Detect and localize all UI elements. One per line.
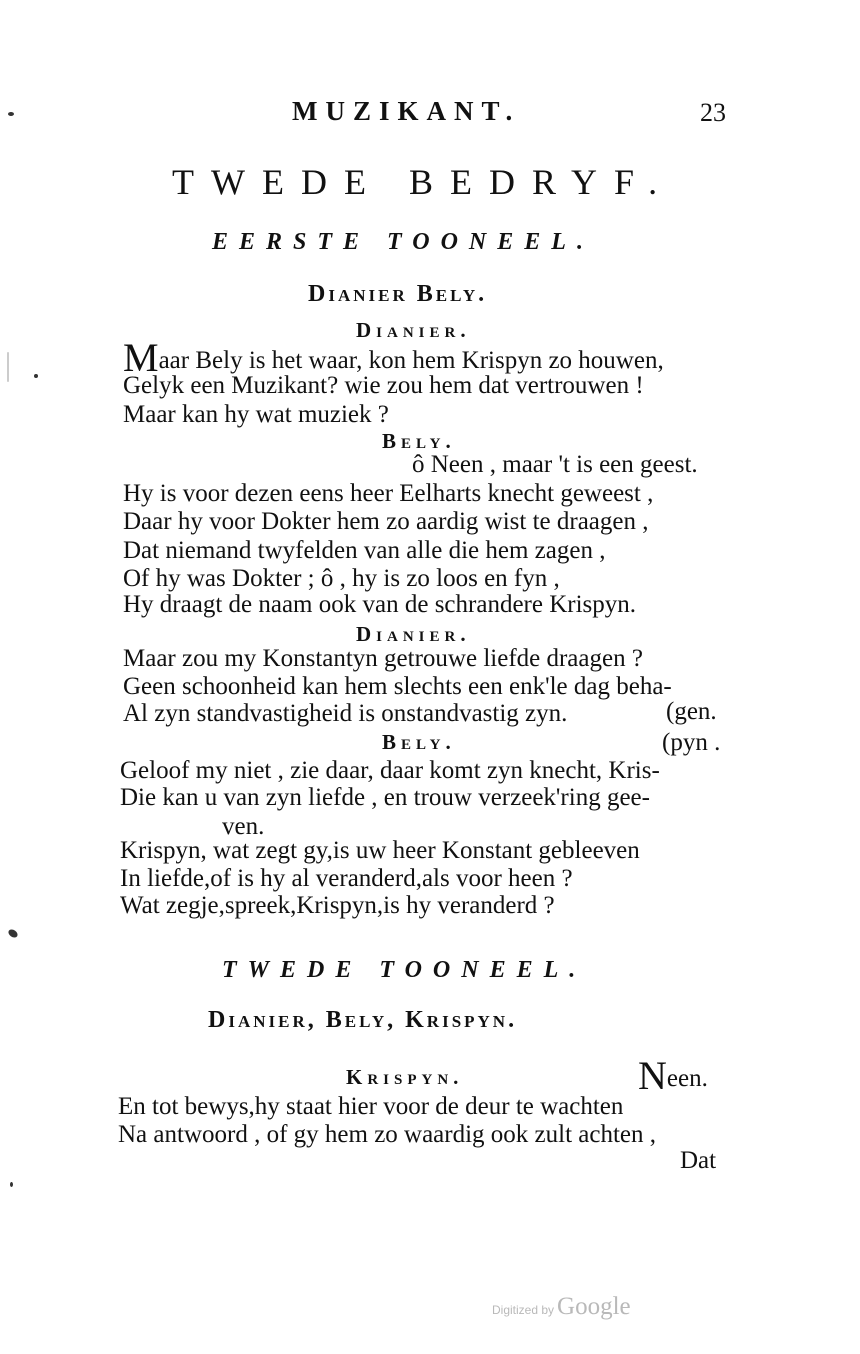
page-number: 23 bbox=[700, 98, 726, 127]
drop-capital: M bbox=[123, 335, 159, 380]
speaker-heading: Krispyn. bbox=[346, 1065, 464, 1089]
scan-speck bbox=[7, 352, 9, 382]
verse-line: ô Neen , maar 't is een geest. bbox=[412, 451, 698, 478]
verse-line: Al zyn standvastigheid is onstandvastig zyn. bbox=[123, 700, 568, 727]
verse-line: En tot bewys,hy staat hier voor de deur te wachten bbox=[118, 1093, 624, 1120]
running-title: MUZIKANT. bbox=[292, 96, 521, 126]
digitized-by-text: Digitized by bbox=[492, 1303, 555, 1317]
speaker-heading: Dianier. bbox=[356, 318, 471, 342]
scene-title: EERSTE TOONEEL. bbox=[212, 229, 594, 255]
scene-cast: Dianier Bely. bbox=[308, 281, 488, 307]
verse-line: Daar hy voor Dokter hem zo aardig wist te draagen , bbox=[123, 508, 649, 535]
turnover-text: (pyn . bbox=[662, 729, 721, 756]
catchword: Dat bbox=[680, 1147, 717, 1174]
verse-line: Geen schoonheid kan hem slechts een enk'le dag beha- bbox=[123, 673, 672, 700]
verse-line: Of hy was Dokter ; ô , hy is zo loos en fyn , bbox=[123, 565, 560, 592]
drop-capital: N bbox=[638, 1053, 667, 1098]
verse-line bbox=[638, 1053, 708, 1098]
speaker-heading: Bely. bbox=[382, 730, 456, 754]
verse-line: Maar zou my Konstantyn getrouwe liefde draagen ? bbox=[123, 645, 643, 672]
verse-text: aar Bely is het waar, kon hem Krispyn zo houwen, bbox=[158, 347, 664, 374]
verse-line: Dat niemand twyfelden van alle die hem zagen , bbox=[123, 537, 606, 564]
scan-speck bbox=[34, 374, 38, 378]
scene-title: TWEDE TOONEEL. bbox=[222, 957, 587, 983]
scene-cast: Dianier, Bely, Krispyn. bbox=[208, 1007, 518, 1033]
speaker-heading: Dianier. bbox=[356, 622, 471, 646]
turnover-text: (gen. bbox=[666, 698, 717, 725]
scan-speck bbox=[10, 1182, 13, 1187]
verse-line: Hy draagt de naam ook van de schrandere Krispyn. bbox=[123, 591, 637, 618]
verse-line: Hy is voor dezen eens heer Eelharts knecht geweest , bbox=[123, 480, 654, 507]
google-logo-text: Google bbox=[557, 1293, 631, 1320]
speaker-heading: Bely. bbox=[382, 429, 456, 453]
digitization-watermark bbox=[492, 1294, 631, 1319]
verse-text: een. bbox=[666, 1065, 708, 1092]
verse-line: Die kan u van zyn liefde , en trouw verzeek'ring gee- bbox=[120, 784, 650, 811]
verse-line: Na antwoord , of gy hem zo waardig ook zult achten , bbox=[118, 1121, 657, 1148]
act-title: TWEDE BEDRYF. bbox=[172, 162, 675, 202]
scan-speck bbox=[7, 928, 19, 939]
verse-line: Wat zegje,spreek,Krispyn,is hy veranderd ? bbox=[120, 892, 555, 919]
verse-line: Gelyk een Muzikant? wie zou hem dat vertrouwen ! bbox=[123, 372, 644, 399]
verse-line: Krispyn, wat zegt gy,is uw heer Konstant gebleeven bbox=[120, 837, 640, 864]
scan-speck bbox=[8, 112, 14, 116]
verse-line: Maar kan hy wat muziek ? bbox=[123, 401, 389, 428]
verse-line: In liefde,of is hy al veranderd,als voor heen ? bbox=[120, 865, 573, 892]
verse-line: Geloof my niet , zie daar, daar komt zyn knecht, Kris- bbox=[120, 757, 660, 784]
verse-line: ven. bbox=[222, 813, 265, 840]
